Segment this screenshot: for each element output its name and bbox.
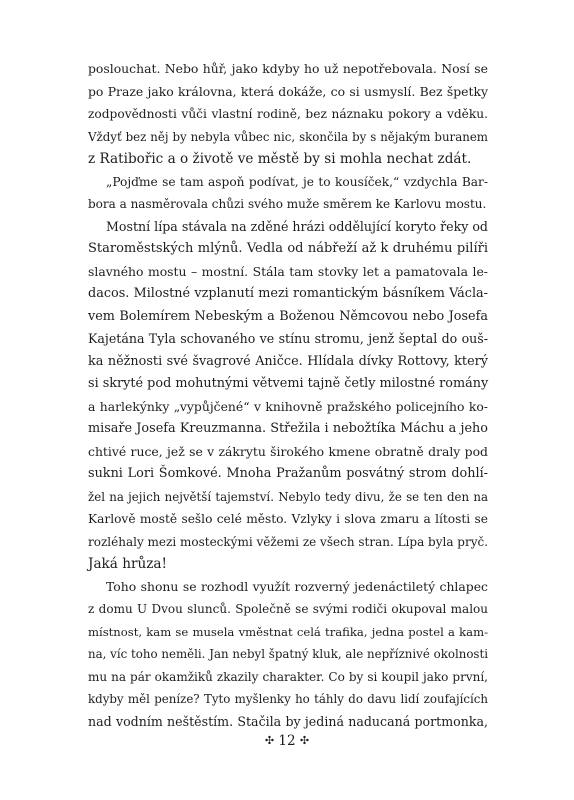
paragraph <box>88 216 488 576</box>
text-line: Kajetána Tyla schovaného ve stínu stromu, jenž šeptal do ouš- <box>88 331 488 346</box>
text-line: misaře Josefa Kreuzmanna. Střežila i nebožtíka Máchu a jeho <box>88 421 488 436</box>
paragraph <box>88 576 488 734</box>
text-line: po Praze jako královna, která dokáže, co si usmyslí. Bez špetky <box>88 83 488 99</box>
text-line: ka něžnosti své švagrové Aničce. Hlídala dívky Rottovy, který <box>88 353 488 369</box>
text-line: žel na jejich největší tajemství. Nebylo tedy divu, že se ten den na <box>88 489 488 504</box>
text-line: si skryté pod mohutnými větvemi tajně četly milostné romány <box>88 376 489 391</box>
page-number-footer <box>0 733 574 749</box>
text-line: zodpovědnosti vůči vlastní rodině, bez náznaku pokory a vděku. <box>88 107 488 121</box>
text-line: chtivé ruce, jež se v zákrytu širokého kmene obratně draly pod <box>88 443 488 459</box>
text-line: Toho shonu se rozhodl využít rozverný jedenáctiletý chlapec <box>106 578 488 594</box>
text-line: Jaká hrůza! <box>88 556 167 572</box>
text-line: Staroměstských mlýnů. Vedla od nábřeží až k druhému pilíři <box>88 241 488 256</box>
paragraph <box>88 171 488 216</box>
text-line: nad vodním neštěstím. Stačila by jediná naducaná portmonka, <box>88 713 488 729</box>
text-line: Mostní lípa stávala na zděné hrázi oddělující koryto řeky od <box>106 218 488 234</box>
ornament-right-icon: ✣ <box>299 734 310 747</box>
body-text <box>88 58 488 733</box>
page-number: 12 <box>278 733 296 749</box>
text-line: slavného mostu – mostní. Stála tam stovky let a pamatovala le- <box>88 263 488 279</box>
text-line: sukni Lori Šomkové. Mnoha Pražanům posvátný strom dohlí- <box>88 466 488 481</box>
text-line: poslouchat. Nebo hůř, jako kdyby ho už nepotřebovala. Nosí se <box>88 61 488 76</box>
text-line: Karlově mostě sešlo celé město. Vzlyky i slova zmaru a lítosti se <box>88 512 488 526</box>
text-line: na, víc toho neměli. Jan nebyl špatný kluk, ale nepříznivé okolnosti <box>88 647 488 661</box>
paragraph <box>88 58 488 171</box>
text-line: kdyby měl peníze? Tyto myšlenky ho táhly do davu lidí zoufajících <box>88 692 488 706</box>
text-line: vem Bolemírem Nebeským a Boženou Němcovou nebo Josefa <box>88 308 488 324</box>
text-line: dacos. Milostné vzplanutí mezi romantickým básníkem Václa- <box>88 286 488 301</box>
text-line: rozléhaly mezi mosteckými věžemi ze všech stran. Lípa byla pryč. <box>88 534 489 549</box>
text-line: místnost, kam se musela vměstnat celá trafika, jedna postel a kam- <box>88 624 488 639</box>
text-line: „Pojďme se tam aspoň podívat, je to kousíček,“ vzdychla Bar- <box>106 174 488 189</box>
text-line: Vždyť bez něj by nebyla vůbec nic, skončila by s nějakým buranem <box>88 129 488 144</box>
text-line: z Ratibořic a o životě ve městě by si mohla nechat zdát. <box>88 151 472 167</box>
text-line: mu na pár okamžiků zkazily charakter. Co by si koupil jako první, <box>88 669 488 684</box>
text-line: bora a nasměrovala chůzi svého muže směrem ke Karlovu mostu. <box>88 197 487 211</box>
text-line: a harlekýnky „vypůjčené“ v knihovně pražského policejního ko- <box>88 398 488 414</box>
text-line: z domu U Dvou slunců. Společně se svými rodiči okupoval malou <box>88 602 488 616</box>
ornament-left-icon: ✣ <box>264 734 275 747</box>
